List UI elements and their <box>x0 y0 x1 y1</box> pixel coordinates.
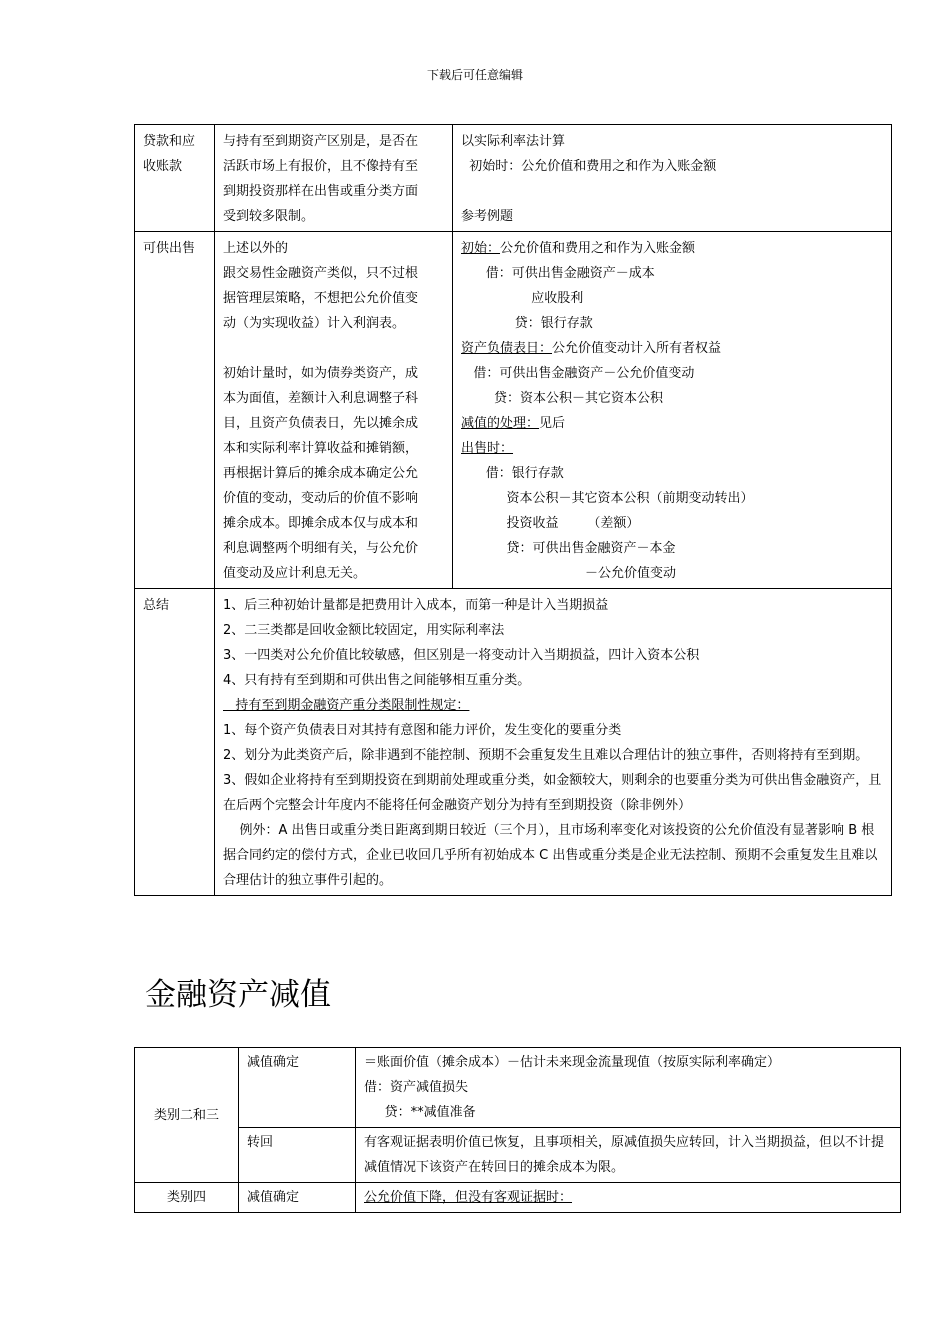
summary-cell: 1、后三种初始计量都是把费用计入成本，而第一种是计入当期损益 2、二三类都是回收金额比较固定，用实际利率法 3、一四类对公允价值比较敏感，但区别是一将变动计入当期损益，四计入资本公积 4、只有持有至到期和可供出售之间能够相互重分类。 持有至到期金融资产重分类限制性规定： 1、每个资产负债表日对其持有意图和能力评价，发生变化的要重分类 2、划分为此类资产后，除非遇到不能控制、预期不会重复发生且难以合理估计的独立事件，否则将持有至到期。 3、假如企业将持有至到期投资在到期前处理或重分类，如金额较大，则剩余的也要重分类为可供出售金融资产，且在后两个完整会计年度内不能将任何金融资产划分为持有至到期投资（除非例外） 例外：A 出售日或重分类日距离到期日较近（三个月），且市场利率变化对该投资的公允价值没有显著影响 B 根据合同约定的偿付方式，企业已收回几乎所有初始成本 C 出售或重分类是企业无法控制、预期不会重复发生且难以合理估计的独立事件引起的。 <box>215 589 892 896</box>
category-cell: 贷款和应 收账款 <box>135 125 215 232</box>
label-cell: 减值确定 <box>239 1048 356 1128</box>
table-row-available-for-sale <box>135 232 892 589</box>
description-cell: 上述以外的 跟交易性金融资产类似，只不过根 据管理层策略，不想把公允价值变 动（为实现收益）计入利润表。 初始计量时，如为债券类资产，成 本为面值，差额计入利息调整子科 目，且资产负债表日，先以摊余成 本和实际利率计算收益和摊销额， 再根据计算后的摊余成本确定公允 价值的变动，变动后的价值不影响 摊余成本。即摊余成本仅与成本和 利息调整两个明细有关，与公允价 值变动及应计利息无关。 <box>215 232 453 589</box>
category-cell: 可供出售 <box>135 232 215 589</box>
accounting-cell: 以实际利率法计算 初始时：公允价值和费用之和作为入账金额 参考例题 <box>453 125 892 232</box>
table-row <box>135 1048 901 1128</box>
accounting-cell: 初始：公允价值和费用之和作为入账金额 借：可供出售金融资产－成本 应收股利 贷：银行存款 资产负债表日：公允价值变动计入所有者权益 借：可供出售金融资产－公允价值变动 贷：资本公积－其它资本公积 减值的处理：见后 出售时： 借：银行存款 资本公积－其它资本公积（前期变动转出） 投资收益 （差额） 贷：可供出售金融资产－本金 －公允价值变动 <box>453 232 892 589</box>
description-cell: 与持有至到期资产区别是，是否在 活跃市场上有报价，且不像持有至 到期投资那样在出售或重分类方面 受到较多限制。 <box>215 125 453 232</box>
page-header: 下载后可任意编辑 <box>426 68 523 82</box>
label-cell: 转回 <box>239 1128 356 1183</box>
table-row-loans <box>135 125 892 232</box>
classification-table <box>134 124 892 896</box>
content-cell: 有客观证据表明价值已恢复，且事项相关，原减值损失应转回，计入当期损益，但以不计提减值情况下该资产在转回日的摊余成本为限。 <box>356 1128 901 1183</box>
content-cell: 公允价值下降，但没有客观证据时： <box>356 1183 901 1213</box>
category-cell: 类别四 <box>135 1183 239 1213</box>
content-cell: ＝账面价值（摊余成本）－估计未来现金流量现值（按原实际利率确定） 借：资产减值损失 贷：**减值准备 <box>356 1048 901 1128</box>
category-cell: 总结 <box>135 589 215 896</box>
table-row <box>135 1128 901 1183</box>
impairment-table <box>134 1047 901 1213</box>
table-row <box>135 1183 901 1213</box>
table-row-summary <box>135 589 892 896</box>
section-title: 金融资产减值 <box>145 977 331 1013</box>
category-cell: 类别二和三 <box>135 1048 239 1183</box>
label-cell: 减值确定 <box>239 1183 356 1213</box>
